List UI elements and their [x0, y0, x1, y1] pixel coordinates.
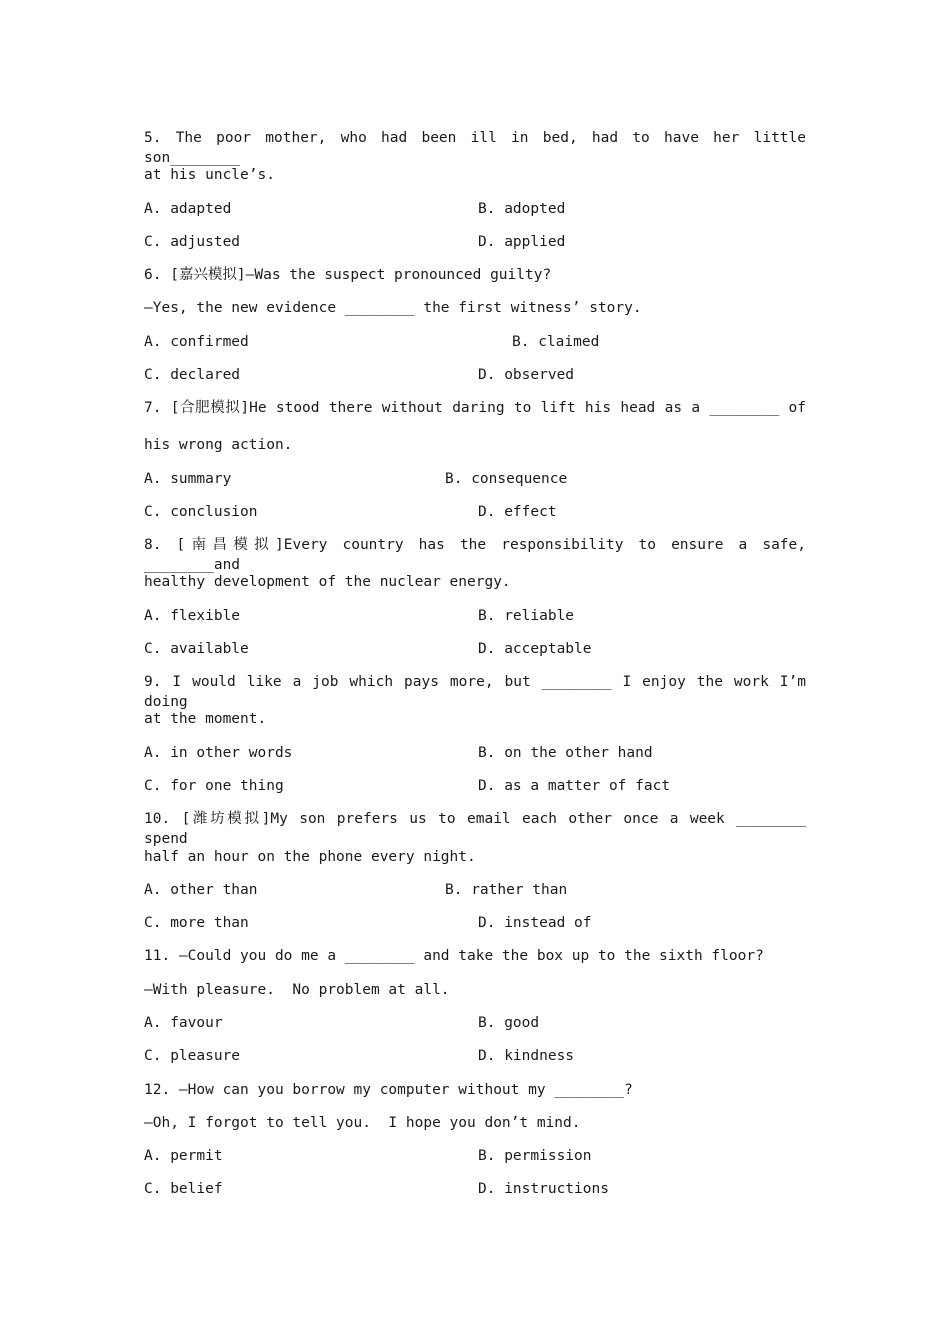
question-9-option-d: D. as a matter of fact [478, 778, 671, 794]
question-5-stem-line1: 5. The poor mother, who had been ill in bed, had to have her little son________ [144, 130, 806, 166]
question-7-option-c: C. conclusion [144, 504, 258, 520]
question-11-option-d: D. kindness [478, 1048, 575, 1064]
question-8-option-c: C. available [144, 641, 249, 657]
question-11-option-a: A. favour [144, 1015, 223, 1031]
question-11-option-b: B. good [478, 1015, 540, 1031]
question-6-option-b: B. claimed [512, 334, 600, 350]
question-9-option-b: B. on the other hand [478, 745, 653, 761]
question-8-stem-line1: 8. [南昌模拟]Every country has the responsibility to ensure a safe, ________and [144, 537, 806, 573]
question-11-option-c: C. pleasure [144, 1048, 241, 1064]
question-5-option-d: D. applied [478, 234, 566, 250]
question-10-stem-line2: half an hour on the phone every night. [144, 849, 476, 865]
question-5-option-a: A. adapted [144, 201, 232, 217]
question-7-option-b: B. consequence [445, 471, 568, 487]
question-11-stem-line2: —With pleasure. No problem at all. [144, 982, 450, 998]
question-12-stem-line2: —Oh, I forgot to tell you. I hope you don’t mind. [144, 1115, 581, 1131]
question-7-option-d: D. effect [478, 504, 557, 520]
question-12-stem-line1: 12. —How can you borrow my computer without my ________? [144, 1082, 633, 1098]
question-5-option-b: B. adopted [478, 201, 566, 217]
question-5-stem-line2: at his uncle’s. [144, 167, 275, 183]
question-6-option-a: A. confirmed [144, 334, 249, 350]
question-8-option-a: A. flexible [144, 608, 241, 624]
question-6-option-c: C. declared [144, 367, 241, 383]
question-12-option-d: D. instructions [478, 1181, 609, 1197]
question-6-stem-line2: —Yes, the new evidence ________ the first witness’ story. [144, 300, 642, 316]
question-12-option-a: A. permit [144, 1148, 223, 1164]
question-9-stem-line1: 9. I would like a job which pays more, but ________ I enjoy the work I’m doing [144, 674, 806, 710]
question-7-stem-line2: his wrong action. [144, 437, 293, 453]
question-10-option-b: B. rather than [445, 882, 568, 898]
question-9-option-c: C. for one thing [144, 778, 284, 794]
question-10-option-d: D. instead of [478, 915, 592, 931]
question-8-stem-line2: healthy development of the nuclear energy. [144, 574, 511, 590]
question-7-stem-line1: 7. [合肥模拟]He stood there without daring to lift his head as a ________ of [144, 400, 806, 416]
question-11-stem-line1: 11. —Could you do me a ________ and take the box up to the sixth floor? [144, 948, 764, 964]
question-9-option-a: A. in other words [144, 745, 293, 761]
question-10-stem-line1: 10. [潍坊模拟]My son prefers us to email each other once a week ________ spend [144, 811, 806, 847]
question-9-stem-line2: at the moment. [144, 711, 267, 727]
question-10-option-c: C. more than [144, 915, 249, 931]
question-8-option-b: B. reliable [478, 608, 575, 624]
question-7-option-a: A. summary [144, 471, 232, 487]
question-12-option-b: B. permission [478, 1148, 592, 1164]
question-5-option-c: C. adjusted [144, 234, 241, 250]
question-12-option-c: C. belief [144, 1181, 223, 1197]
question-6-stem-line1: 6. [嘉兴模拟]—Was the suspect pronounced guilty? [144, 267, 552, 283]
question-6-option-d: D. observed [478, 367, 575, 383]
question-10-option-a: A. other than [144, 882, 258, 898]
question-8-option-d: D. acceptable [478, 641, 592, 657]
